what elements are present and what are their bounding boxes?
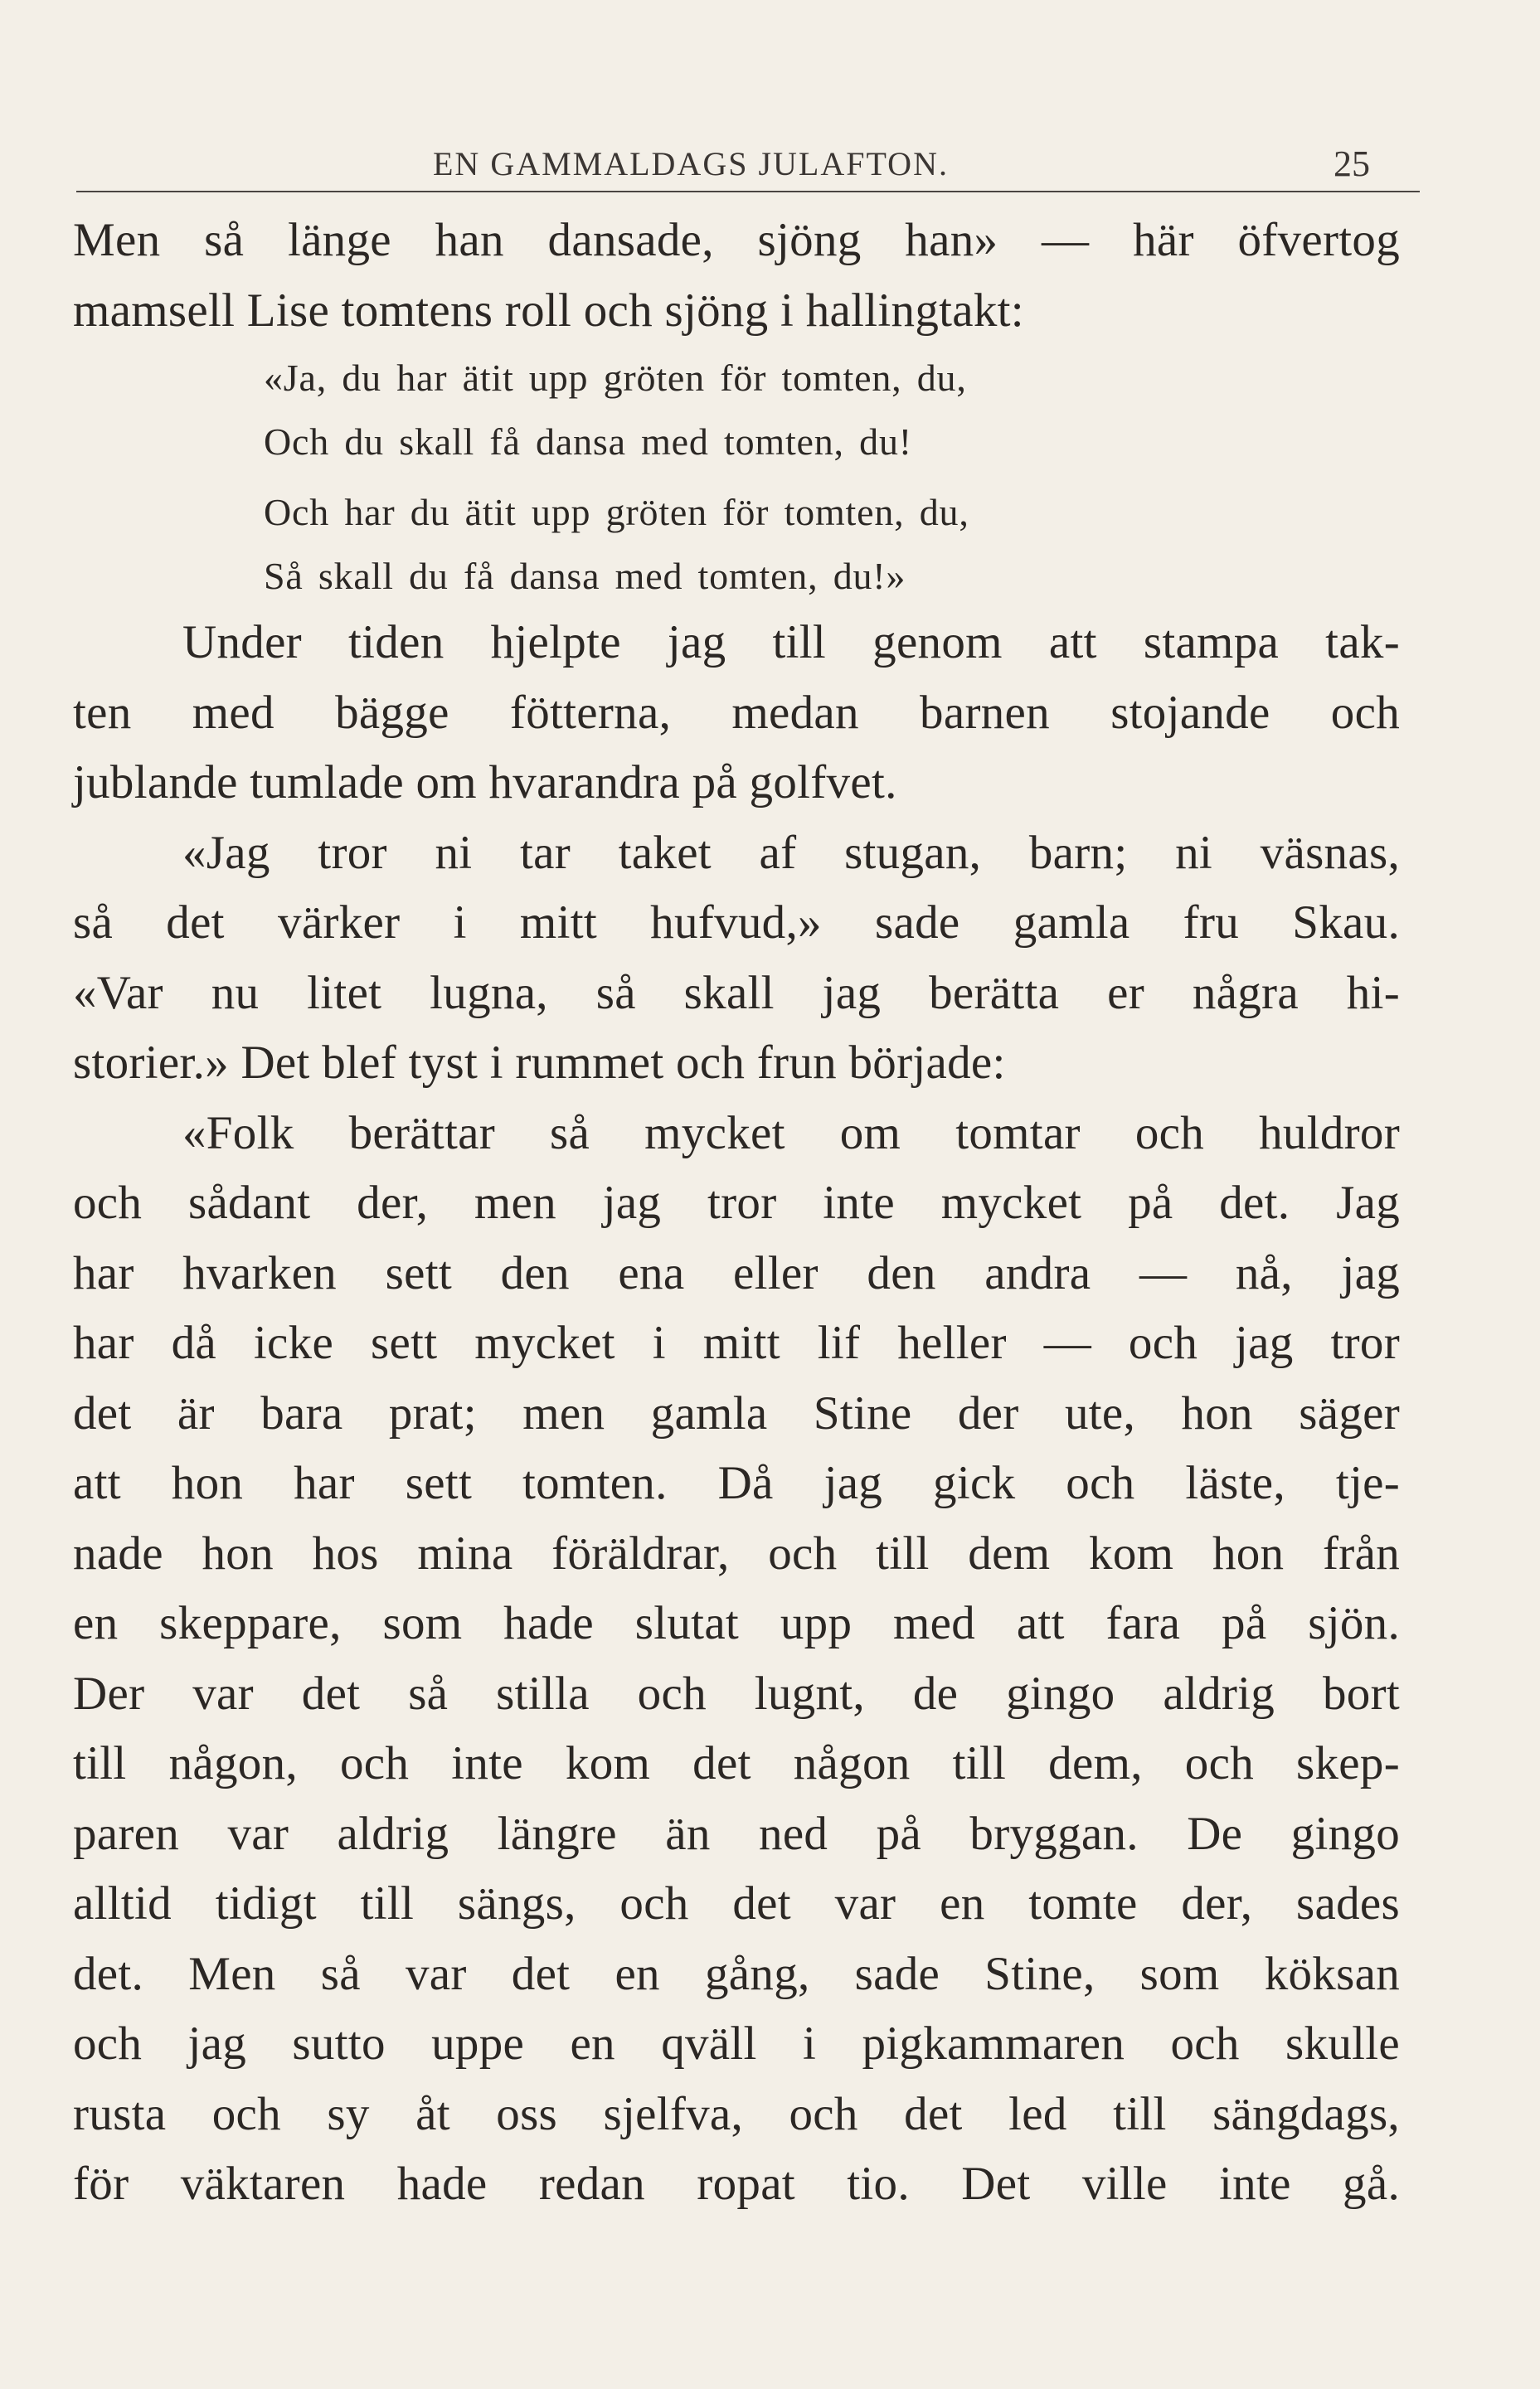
stanza-gap <box>264 473 1400 480</box>
page-header <box>76 143 1420 192</box>
text-line: «Jag tror ni tar taket af stugan, barn; ni väsnas, <box>182 826 1400 879</box>
running-title: EN GAMMALDAGS JULAFTON. <box>433 145 949 182</box>
text-line: det. Men så var det en gång, sade Stine, som köksan <box>73 1947 1400 2000</box>
text-line: och jag sutto uppe en qväll i pigkammaren och skulle <box>73 2018 1400 2070</box>
text-line: mamsell Lise tomtens roll och sjöng i hallingtakt: <box>73 284 1024 337</box>
text-line: storier.» Det blef tyst i rummet och frun började: <box>73 1037 1006 1089</box>
verse-block <box>73 346 1400 608</box>
text-line: har då icke sett mycket i mitt lif heller — och jag tror <box>73 1317 1400 1369</box>
text-line: ten med bägge fötterna, medan barnen stojande och <box>73 686 1400 739</box>
text-line: nade hon hos mina föräldrar, och till dem kom hon från <box>73 1527 1400 1580</box>
text-line: det är bara prat; men gamla Stine der ute, hon säger <box>73 1386 1400 1440</box>
verse-line: Och har du ätit upp gröten för tomten, du, <box>264 491 969 533</box>
text-line: Men så länge han dansade, sjöng han» — här öfvertog <box>73 214 1400 266</box>
text-line: att hon har sett tomten. Då jag gick och läste, tje- <box>73 1457 1400 1509</box>
text-line: Der var det så stilla och lugnt, de gingo aldrig bort <box>73 1667 1400 1720</box>
page-body <box>73 206 1400 2220</box>
text-line: för väktaren hade redan ropat tio. Det ville inte gå. <box>73 2158 1400 2210</box>
verse-line: «Ja, du har ätit upp gröten för tomten, du, <box>264 357 967 399</box>
text-line: paren var aldrig längre än ned på bryggan. De gingo <box>73 1807 1400 1860</box>
text-line: jublande tumlade om hvarandra på golfvet. <box>73 756 897 808</box>
text-line: alltid tidigt till sängs, och det var en tomte der, sades <box>73 1877 1400 1930</box>
text-line: «Var nu litet lugna, så skall jag berätta er några hi- <box>73 966 1400 1019</box>
text-line: till någon, och inte kom det någon till dem, och skep- <box>73 1737 1400 1789</box>
text-line: Under tiden hjelpte jag till genom att stampa tak- <box>182 616 1400 668</box>
page-number: 25 <box>1334 143 1370 184</box>
text-line: och sådant der, men jag tror inte mycket på det. Jag <box>73 1177 1400 1229</box>
text-line: har hvarken sett den ena eller den andra — nå, jag <box>73 1246 1400 1299</box>
text-line: en skeppare, som hade slutat upp med att fara på sjön. <box>73 1597 1400 1649</box>
verse-line: Så skall du få dansa med tomten, du!» <box>264 555 906 597</box>
text-line: så det värker i mitt hufvud,» sade gamla fru Skau. <box>73 896 1400 949</box>
text-line: «Folk berättar så mycket om tomtar och huldror <box>182 1106 1400 1159</box>
text-line: rusta och sy åt oss sjelfva, och det led till sängdags, <box>73 2087 1400 2140</box>
verse-line: Och du skall få dansa med tomten, du! <box>264 420 912 463</box>
